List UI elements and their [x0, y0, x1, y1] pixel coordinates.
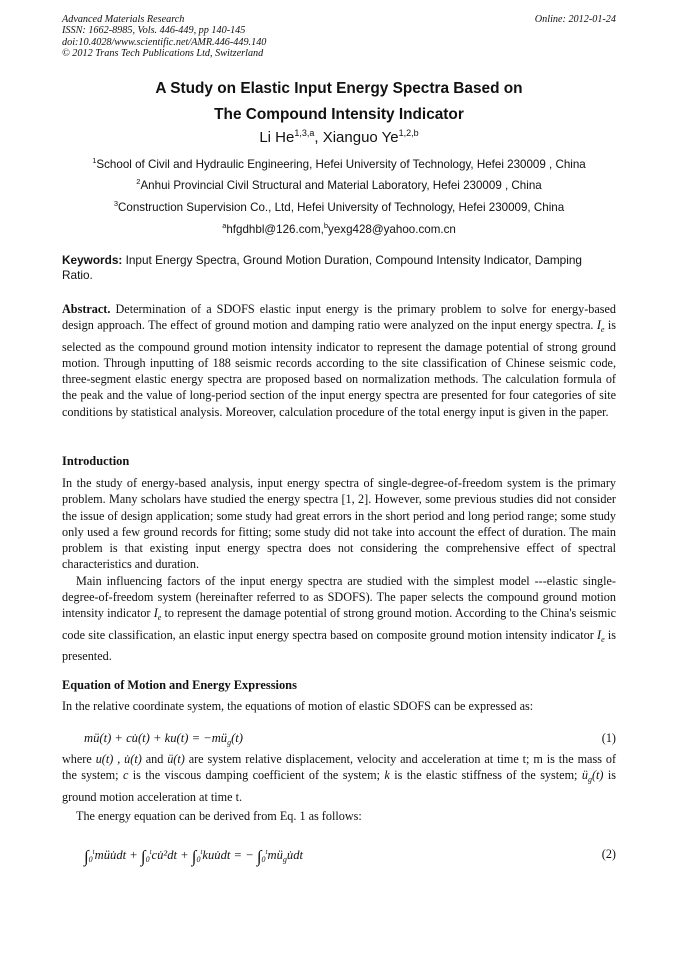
- eq2-term-4-sub: g: [282, 855, 287, 864]
- energy-intro: The energy equation can be derived from Eq. 1 as follows:: [76, 809, 362, 823]
- eq2-term-4-tail: u̇dt: [286, 848, 303, 862]
- author-2-affil: 1,2,b: [398, 128, 419, 138]
- abstract-text-2: is selected as the compound ground motion intensity indicator to represent the damage potential of strong ground motion. Through inputting of 188 seismic records according to the site classification of Chinese seismic code, three-segment elastic energy spectra are proposed based on normalization methods. The calculation formula of the peak and the value of long-period section of the input energy spectra are presented for four categories of site conditions by statistical analysis. Moreover, calculation procedure of the total energy input is given in the paper.: [62, 318, 616, 419]
- eq1-body: mü(t) + cu̇(t) + ku(t) = −mü: [84, 731, 228, 745]
- equation-2: [84, 847, 303, 867]
- eq2-term-3: kuu̇dt = −: [202, 848, 254, 862]
- ie-subscript: e: [601, 634, 605, 644]
- integral-sign: ∫: [256, 847, 262, 866]
- integral-upper: t: [92, 847, 95, 856]
- ie-subscript: e: [600, 325, 605, 335]
- integral-lower: 0: [145, 855, 150, 864]
- eq2-term-4: mü: [267, 848, 283, 862]
- variable-definitions: [62, 751, 616, 805]
- doi-line[interactable]: doi:10.4028/www.scientific.net/AMR.446-449.140: [62, 36, 267, 48]
- journal-header: [62, 14, 266, 60]
- integral-upper: t: [265, 847, 268, 856]
- where-text-a: where: [62, 752, 96, 766]
- abstract-label: Abstract.: [62, 302, 111, 316]
- introduction-heading: Introduction: [62, 454, 130, 468]
- ug-time: (t): [591, 768, 604, 783]
- affiliation-1-text: School of Civil and Hydraulic Engineering, Hefei University of Technology, Hefei 230009 , China: [96, 157, 586, 171]
- integral-lower: 0: [261, 855, 266, 864]
- where-text-d: is the elastic stiffness of the system;: [389, 768, 582, 783]
- ie-subscript: e: [157, 613, 162, 623]
- equation-2-number: (2): [601, 847, 616, 861]
- integral-lower: 0: [88, 855, 93, 864]
- u-symbol: u(t): [95, 752, 114, 766]
- intro-p2-text-a: Main influencing factors of the input energy spectra are studied with the simplest model ---elastic single-degree-of-freedom system (hereinafter referred to as SDOFS). The paper selects the compound ground motion intensity indicator: [62, 573, 616, 621]
- and-text: and: [141, 752, 168, 766]
- where-text-c: is the viscous damping coefficient of the system;: [128, 768, 385, 783]
- ie-symbol: I: [596, 318, 601, 333]
- email-b[interactable]: yexg428@yahoo.com.cn: [328, 222, 456, 236]
- intro-paragraph-1: In the study of energy-based analysis, input energy spectra of single-degree-of-freedom system is the primary problem. Many scholars have studied the energy spectra [1, 2]. However, some previous studies did not consider the issue of design application; some study had great errors in the short period and long period range; some study only used a few ground records for fitting; some study did not take into account the effect of duration. The main problem is that existing input energy spectra does not considering the comprehensive effect of spectral characteristics and duration.: [62, 476, 616, 572]
- paper-title-line1: A Study on Elastic Input Energy Spectra Based on: [155, 80, 523, 97]
- k-symbol: k: [384, 768, 390, 783]
- udot-symbol: u̇(t): [124, 752, 142, 766]
- affiliation-3-sup: 3: [113, 199, 118, 208]
- affiliation-3-text: Construction Supervision Co., Ltd, Hefei University of Technology, Hefei 230009, China: [118, 200, 565, 214]
- eq1-subscript: g: [227, 738, 232, 747]
- integral-upper: t: [200, 847, 203, 856]
- email-b-sup: b: [323, 221, 329, 230]
- ie-symbol: I: [153, 606, 158, 621]
- eq2-term-2: cu̇²dt +: [151, 848, 192, 862]
- affiliation-2: [62, 177, 616, 192]
- affiliation-1: [62, 156, 616, 171]
- comma: ,: [113, 752, 125, 766]
- abstract: [62, 301, 616, 420]
- intro-p2-text-c: is presented.: [62, 627, 616, 663]
- integral-lower: 0: [196, 855, 201, 864]
- uddot-symbol: ü(t): [167, 752, 185, 766]
- ie-symbol: I: [597, 627, 602, 642]
- where-text-b: are system relative displacement, velocity and acceleration at time t; m is the mass of the system;: [62, 752, 617, 783]
- eq1-tail: (t): [231, 731, 243, 745]
- abstract-text-1: Determination of a SDOFS elastic input energy is the primary problem to solve for energy-based design approach. The effect of ground motion and damping ratio were analyzed on the input energy spectra.: [62, 302, 616, 333]
- affiliation-1-sup: 1: [92, 156, 97, 165]
- email-a-sup: a: [222, 221, 227, 230]
- author-1-name: Li He: [259, 129, 295, 146]
- affiliation-3: [62, 199, 616, 214]
- affiliation-2-text: Anhui Provincial Civil Structural and Material Laboratory, Hefei 230009 , China: [140, 178, 542, 192]
- equations-intro: In the relative coordinate system, the equations of motion of elastic SDOFS can be expressed as:: [62, 699, 534, 713]
- where-text-e: is ground motion acceleration at time t.: [62, 768, 616, 804]
- c-symbol: c: [122, 768, 129, 783]
- keywords-text: Input Energy Spectra, Ground Motion Duration, Compound Intensity Indicator, Damping Ratio.: [62, 253, 582, 282]
- email-a[interactable]: hfgdhbl@126.com,: [226, 222, 324, 236]
- affiliation-2-sup: 2: [136, 177, 141, 186]
- ug-symbol: ü: [581, 768, 588, 783]
- copyright-line: © 2012 Trans Tech Publications Ltd, Switzerland: [62, 48, 264, 60]
- eq2-term-1: müu̇dt +: [94, 848, 141, 862]
- integral-sign: ∫: [84, 847, 89, 866]
- intro-paragraph-2: [62, 573, 616, 664]
- author-2-name: Xianguo Ye: [322, 129, 399, 146]
- ug-subscript: g: [587, 775, 592, 785]
- integral-upper: t: [149, 847, 152, 856]
- journal-name: Advanced Materials Research: [62, 14, 185, 25]
- integral-sign: ∫: [191, 847, 197, 866]
- author-line: [62, 128, 616, 146]
- author-1-affil: 1,3,a: [294, 128, 315, 138]
- equation-1-number: (1): [601, 731, 616, 745]
- paper-title-line2: The Compound Intensity Indicator: [214, 106, 464, 123]
- intro-p2-text-b: to represent the damage potential of strong ground motion. According to the China's seismic code site classification, an elastic input energy spectra based on composite ground motion intensity indicator: [62, 606, 617, 642]
- author-separator: ,: [314, 129, 323, 146]
- equation-1: [84, 731, 243, 747]
- issn-line: ISSN: 1662-8985, Vols. 446-449, pp 140-145: [62, 25, 246, 37]
- email-line: [62, 221, 616, 236]
- introduction-body: [62, 475, 616, 664]
- integral-sign: ∫: [140, 847, 146, 866]
- equations-heading: Equation of Motion and Energy Expressions: [62, 678, 297, 692]
- keywords: [62, 253, 616, 283]
- keywords-label: Keywords:: [62, 253, 123, 267]
- online-date: Online: 2012-01-24: [534, 14, 616, 25]
